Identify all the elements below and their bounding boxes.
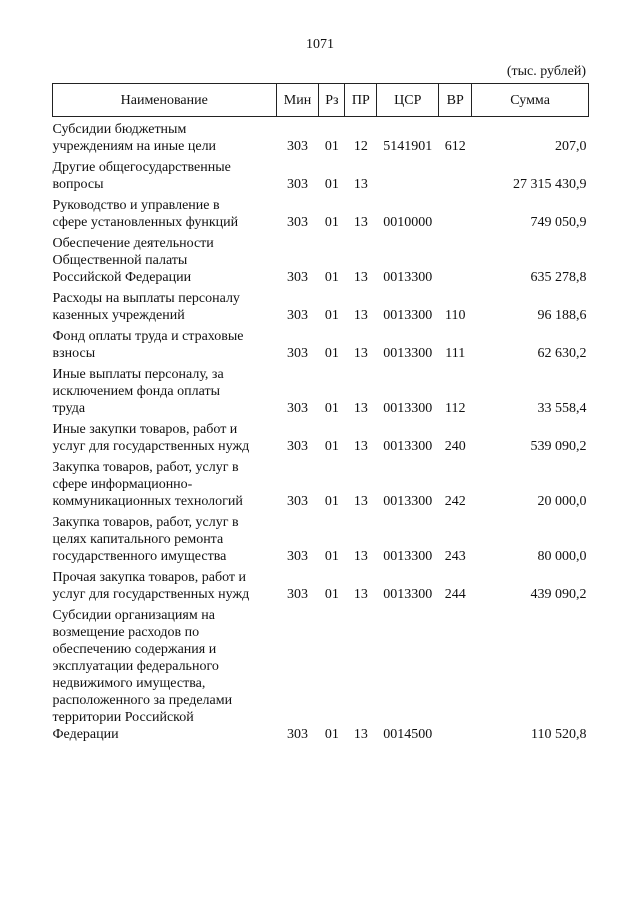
row-name-line: услуг для государственных нужд: [52, 587, 250, 602]
page-number: 1071: [306, 37, 334, 52]
row-rz: 01: [324, 494, 339, 509]
row-vr: 242: [444, 494, 466, 509]
table-header: [53, 84, 589, 117]
header-rz: Рз: [319, 84, 345, 117]
row-vr: [439, 603, 472, 743]
row-name-line: целях капитального ремонта: [52, 532, 224, 547]
table-row: [53, 286, 589, 324]
row-csr: 0013300: [383, 549, 433, 564]
table-row: [53, 417, 589, 455]
row-csr: 0010000: [383, 215, 433, 230]
row-name: [53, 603, 277, 743]
row-name-line: Российской Федерации: [52, 270, 192, 285]
table-row: [53, 565, 589, 603]
row-name-line: Закупка товаров, работ, услуг в: [52, 515, 239, 530]
row-min: 303: [286, 177, 308, 192]
units-label: (тыс. рублей): [506, 64, 586, 79]
table-row: [53, 455, 589, 510]
row-name: [53, 117, 277, 156]
table-row: [53, 603, 589, 743]
row-min: 303: [286, 439, 308, 454]
row-sum: 539 090,2: [530, 439, 587, 454]
row-sum: 62 630,2: [537, 346, 587, 361]
row-name-line: Обеспечение деятельности: [52, 236, 214, 251]
row-rz: 01: [324, 215, 339, 230]
row-name-line: возмещение расходов по: [52, 625, 200, 640]
row-name: [53, 231, 277, 286]
row-name-line: сфере информационно-: [52, 477, 193, 492]
row-csr: 0013300: [383, 401, 433, 416]
row-sum: 110 520,8: [531, 727, 587, 742]
row-min: 303: [286, 401, 308, 416]
row-min: 303: [286, 139, 308, 154]
row-name-line: Закупка товаров, работ, услуг в: [52, 460, 239, 475]
row-csr: 0014500: [383, 727, 433, 742]
row-name: [53, 565, 277, 603]
row-csr: 0013300: [383, 587, 433, 602]
header-csr: ЦСР: [377, 84, 439, 117]
row-vr: 110: [444, 308, 466, 323]
row-name: [53, 455, 277, 510]
row-name-line: Федерации: [52, 727, 119, 742]
row-vr: [439, 231, 472, 286]
row-name: [53, 155, 277, 193]
row-rz: 01: [324, 308, 339, 323]
row-min: 303: [286, 270, 308, 285]
row-pr: 13: [353, 587, 368, 602]
row-pr: 12: [353, 139, 368, 154]
table-row: [53, 362, 589, 417]
row-pr: 13: [353, 270, 368, 285]
row-vr: 240: [444, 439, 466, 454]
row-name: [53, 324, 277, 362]
row-name: [53, 417, 277, 455]
row-name-line: казенных учреждений: [52, 308, 185, 323]
row-name-line: эксплуатации федерального: [52, 659, 219, 674]
row-sum: 749 050,9: [530, 215, 587, 230]
row-name-line: сфере установленных функций: [52, 215, 239, 230]
row-vr: 244: [444, 587, 466, 602]
row-vr: 111: [445, 346, 466, 361]
row-pr: 13: [353, 549, 368, 564]
row-min: 303: [286, 494, 308, 509]
row-vr: [439, 193, 472, 231]
row-pr: 13: [353, 439, 368, 454]
row-name-line: услуг для государственных нужд: [52, 439, 250, 454]
row-name-line: недвижимого имущества,: [52, 676, 206, 691]
row-name-line: Другие общегосударственные: [52, 160, 231, 175]
row-sum: 207,0: [555, 139, 587, 154]
row-name-line: Руководство и управление в: [52, 198, 220, 213]
row-csr: 0013300: [383, 270, 433, 285]
row-name: [53, 362, 277, 417]
row-pr: 13: [353, 346, 368, 361]
row-pr: 13: [353, 308, 368, 323]
row-rz: 01: [324, 439, 339, 454]
row-vr: [439, 155, 472, 193]
row-name-line: Расходы на выплаты персоналу: [52, 291, 240, 306]
row-sum: 20 000,0: [537, 494, 587, 509]
row-rz: 01: [324, 401, 339, 416]
row-name-line: исключением фонда оплаты: [52, 384, 220, 399]
row-name: [53, 286, 277, 324]
row-name-line: расположенного за пределами: [52, 693, 233, 708]
row-name-line: Общественной палаты: [52, 253, 188, 268]
row-rz: 01: [324, 270, 339, 285]
row-name-line: вопросы: [52, 177, 104, 192]
row-min: 303: [286, 727, 308, 742]
row-name: [53, 193, 277, 231]
row-name-line: Фонд оплаты труда и страховые: [52, 329, 244, 344]
row-min: 303: [286, 587, 308, 602]
row-name-line: Субсидии бюджетным: [52, 122, 187, 137]
row-name-line: труда: [52, 401, 86, 416]
table-row: [53, 324, 589, 362]
row-sum: 80 000,0: [537, 549, 587, 564]
row-name-line: обеспечению содержания и: [52, 642, 217, 657]
row-sum: 27 315 430,9: [513, 177, 587, 192]
header-pr: ПР: [345, 84, 377, 117]
table-row: [53, 193, 589, 231]
row-name-line: Прочая закупка товаров, работ и: [52, 570, 247, 585]
row-name: [53, 510, 277, 565]
row-rz: 01: [324, 139, 339, 154]
header-min: Мин: [276, 84, 319, 117]
row-pr: 13: [353, 215, 368, 230]
row-rz: 01: [324, 727, 339, 742]
table-row: [53, 231, 589, 286]
row-name-line: Иные выплаты персоналу, за: [52, 367, 224, 382]
header-sum: Сумма: [472, 84, 589, 117]
row-rz: 01: [324, 587, 339, 602]
row-csr: 0013300: [383, 439, 433, 454]
row-rz: 01: [324, 346, 339, 361]
row-csr: 5141901: [383, 139, 433, 154]
table-body: [53, 117, 589, 744]
row-name-line: территории Российской: [52, 710, 194, 725]
header-vr: ВР: [439, 84, 472, 117]
row-csr: 0013300: [383, 494, 433, 509]
row-pr: 13: [353, 727, 368, 742]
row-min: 303: [286, 346, 308, 361]
row-pr: 13: [353, 494, 368, 509]
row-pr: 13: [353, 401, 368, 416]
row-vr: 112: [444, 401, 466, 416]
row-sum: 635 278,8: [530, 270, 587, 285]
row-min: 303: [286, 549, 308, 564]
budget-table: [52, 83, 589, 743]
row-sum: 96 188,6: [537, 308, 587, 323]
header-name: Наименование: [53, 84, 277, 117]
row-rz: 01: [324, 549, 339, 564]
row-name-line: Субсидии организациям на: [52, 608, 215, 623]
table-row: [53, 510, 589, 565]
row-min: 303: [286, 308, 308, 323]
row-name-line: взносы: [52, 346, 96, 361]
row-pr: 13: [353, 177, 368, 192]
row-csr: [377, 155, 439, 193]
row-vr: 243: [444, 549, 466, 564]
table-row: [53, 155, 589, 193]
row-csr: 0013300: [383, 346, 433, 361]
row-name-line: коммуникационных технологий: [52, 494, 243, 509]
row-rz: 01: [324, 177, 339, 192]
row-name-line: государственного имущества: [52, 549, 227, 564]
row-min: 303: [286, 215, 308, 230]
row-vr: 612: [444, 139, 466, 154]
row-name-line: Иные закупки товаров, работ и: [52, 422, 238, 437]
row-sum: 33 558,4: [537, 401, 587, 416]
row-sum: 439 090,2: [530, 587, 587, 602]
row-csr: 0013300: [383, 308, 433, 323]
row-name-line: учреждениям на иные цели: [52, 139, 217, 154]
table-row: [53, 117, 589, 156]
